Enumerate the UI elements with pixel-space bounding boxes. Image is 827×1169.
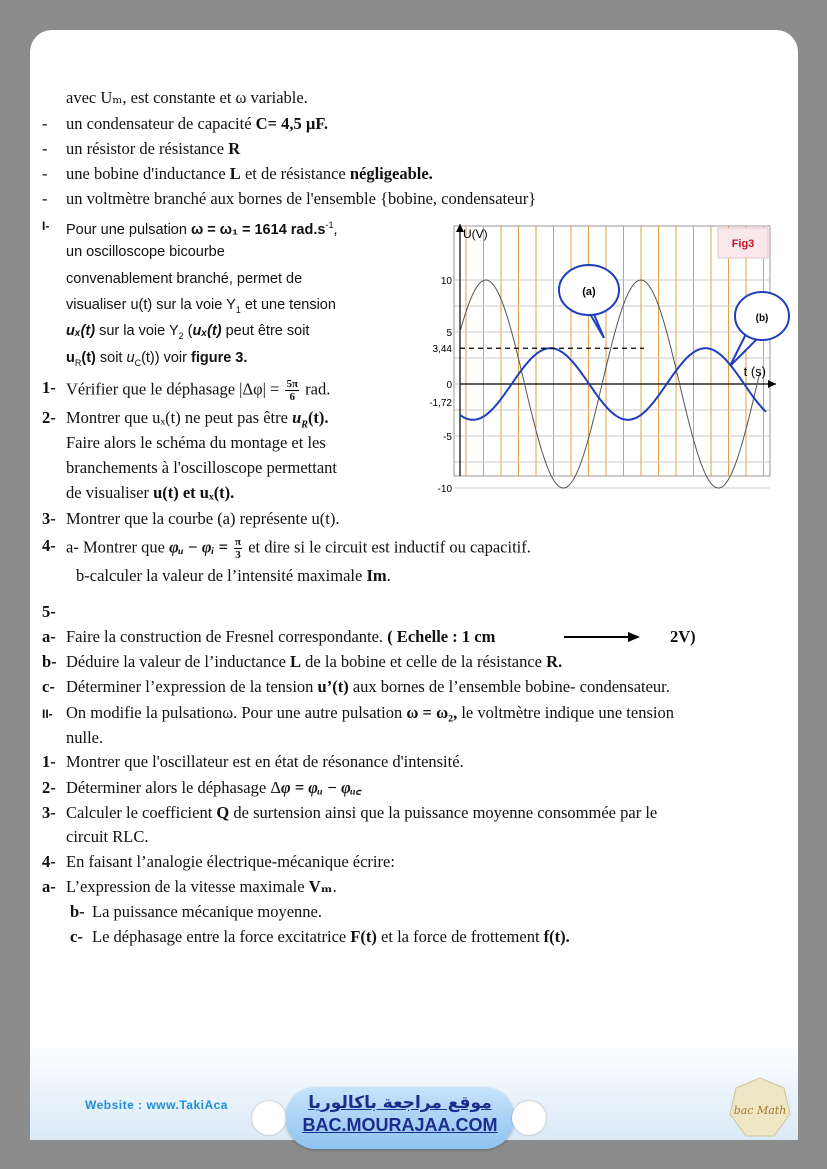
part-i-line-1: Pour une pulsation ω = ω₁ = 1614 $rad.s^{-1}$,: [66, 220, 338, 238]
scale-arrow-icon: [564, 632, 640, 642]
right-logo-icon: [512, 1101, 546, 1135]
part-ii-question-2: 2- Déterminer alors le déphasage Δφ = φᵤ − φᵤ꜀: [42, 778, 362, 797]
question-4a: 4- a- Montrer que φᵤ − φᵢ = $\frac{\pi}{3}$ et dire si le circuit est inductif ou capacitif.: [42, 536, 531, 561]
part-ii-question-3-line-2: circuit RLC.: [66, 827, 149, 846]
y-tick-label: 10: [440, 276, 452, 287]
part-ii-question-1: 1- Montrer que l'oscillateur est en état de résonance d'intensité.: [42, 752, 464, 771]
part-ii-question-4b: b- La puissance mécanique moyenne.: [70, 902, 322, 921]
part-ii-question-4a: a- L’expression de la vitesse maximale Vₘ.: [42, 877, 337, 896]
part-ii-question-4c: c- Le déphasage entre la force excitatrice F(t) et la force de frottement f(t).: [70, 927, 570, 946]
question-5c: c- Déterminer l’expression de la tension u’(t) aux bornes de l’ensemble bobine- condensateur.: [42, 677, 670, 696]
promo-banner[interactable]: [286, 1087, 514, 1149]
left-logo-icon: [252, 1101, 286, 1135]
component-voltmeter: - un voltmètre branché aux bornes de l'ensemble {bobine, condensateur}: [42, 189, 537, 208]
part-i-line-5: uₓ(t) sur la voie $Y_2$ (uₓ(t) peut être soit: [66, 323, 310, 341]
y-axis-label: U(V): [463, 227, 488, 241]
question-3: 3- Montrer que la courbe (a) représente u(t).: [42, 509, 340, 528]
part-i-line-4: visualiser u(t) sur la voie $Y_1$ et une tension: [66, 297, 336, 315]
question-2-line-3: branchements à l'oscilloscope permettant: [66, 458, 338, 477]
callout-a-label: (a): [582, 286, 596, 298]
y-tick-label: -1,72: [429, 397, 452, 409]
callout-b-label: (b): [755, 313, 769, 324]
bacmath-logo-text: bac Math: [733, 1104, 787, 1117]
y-tick-label: 0: [446, 380, 452, 391]
part-ii-question-4: 4- En faisant l’analogie électrique-mécanique écrire:: [42, 852, 395, 871]
question-5a: a- Faire la construction de Fresnel correspondante. ( Echelle : 1 cm 2V): [42, 627, 696, 646]
component-resistor: - un résistor de résistance R: [42, 139, 241, 158]
question-5b: b- Déduire la valeur de l’inductance L de la bobine et celle de la résistance R.: [42, 652, 563, 671]
banner-arabic-text: موقع مراجعة باكالوريا: [308, 1093, 492, 1113]
x-axis-label: t (s): [743, 364, 766, 379]
y-tick-label: 3,44: [432, 344, 452, 356]
y-tick-label: -10: [437, 484, 452, 495]
banner-site-text: BAC.MOURAJAA.COM: [302, 1115, 498, 1135]
part-i-line-6: $u_R(t)$ soit $u_C(t)$) voir figure 3.: [66, 350, 248, 368]
x-axis-arrow-icon: [768, 380, 776, 388]
intro-line-1: avec Uₘ, est constante et ω variable.: [66, 88, 308, 107]
figure-3-chart: [388, 220, 778, 495]
question-4b: b-calculer la valeur de l’intensité maximale Im.: [76, 566, 391, 585]
bacmath-logo-icon: [728, 1076, 792, 1140]
component-coil: - une bobine d'inductance L et de résistance négligeable.: [42, 164, 433, 183]
part-i-label: I-: [42, 219, 50, 233]
question-2-line-4: de visualiser u(t) et uₓ(t).: [66, 483, 235, 502]
part-ii-intro-2: nulle.: [66, 728, 104, 747]
y-tick-label: -5: [443, 432, 452, 443]
document-page: [30, 30, 798, 1140]
component-capacitor: - un condensateur de capacité C= 4,5 µF.: [42, 114, 329, 133]
question-2: 2- Montrer que uₓ(t) ne peut pas être $u_R(t)$.: [42, 408, 329, 431]
part-i-line-2: un oscilloscope bicourbe: [66, 244, 225, 260]
part-i-line-3: convenablement branché, permet de: [66, 271, 303, 287]
website-link[interactable]: Website : www.TakiAca: [85, 1098, 228, 1112]
part-ii-question-3: 3- Calculer le coefficient Q de surtension ainsi que la puissance moyenne consommée par le: [42, 803, 658, 822]
y-tick-label: 5: [446, 328, 452, 339]
question-1: 1- Vérifier que le déphasage |Δφ| = $\frac{5\pi}{6}$ rad.: [42, 378, 331, 403]
question-2-line-2: Faire alors le schéma du montage et les: [66, 433, 326, 452]
figure-label: Fig3: [731, 238, 755, 250]
part-ii-intro: II- On modifie la pulsationω. Pour une autre pulsation ω = ω₂, le voltmètre indique une tension: [42, 703, 674, 722]
question-5: 5-: [42, 602, 56, 621]
